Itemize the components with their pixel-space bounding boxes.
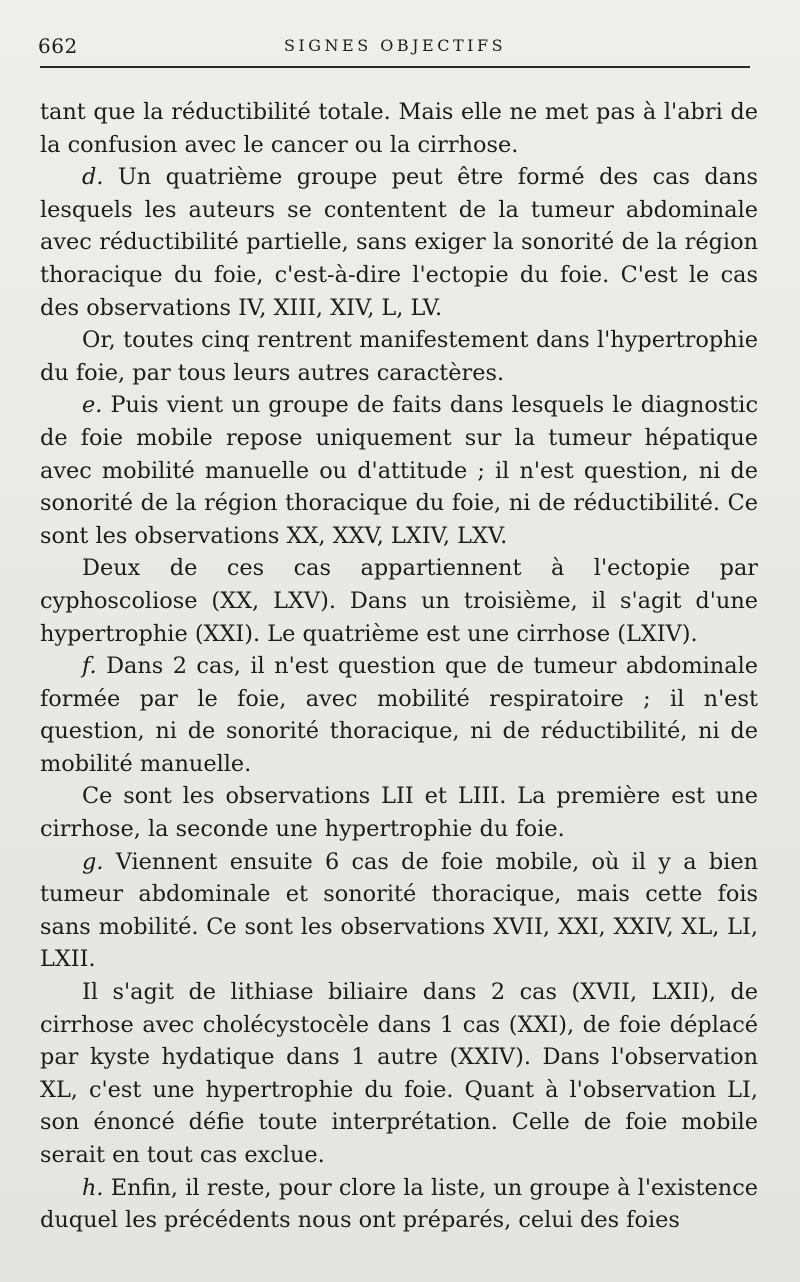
paragraph-1-text: tant que la réductibilité totale. Mais elle ne met pas à l'abri de la confusion avec le cancer ou la cirrhose.: [40, 99, 758, 158]
header-rule: [40, 66, 750, 68]
paragraph-3: [40, 324, 758, 389]
paragraph-9-text: Il s'agit de lithiase biliaire dans 2 cas (XVII, LXII), de cirrhose avec cholécystocèle dans 1 cas (XXI), de foie déplacé par kyste hydatique dans 1 autre (XXIV). Dans l'observation XL, c'est une hypertrophie du foie. Quant à l'observation LI, son énoncé défie toute interprétation. Celle de foie mobile serait en tout cas exclue.: [40, 979, 758, 1168]
paragraph-2-marker: d.: [82, 164, 104, 191]
paragraph-9: [40, 976, 758, 1172]
paragraph-8: [40, 846, 758, 976]
paragraph-10-text: Enfin, il reste, pour clore la liste, un groupe à l'existence duquel les précédents nous ont préparés, celui des foies: [40, 1174, 758, 1234]
paragraph-8-text: Viennent ensuite 6 cas de foie mobile, où il y a bien tumeur abdominale et sonorité thoracique, mais cette fois sans mobilité. Ce sont les observations XVII, XXI, XXIV, XL, LI, LXII.: [40, 848, 758, 973]
paragraph-2: [40, 161, 758, 324]
page-header: [38, 28, 752, 62]
body-text: [40, 96, 758, 1237]
paragraph-4-marker: e.: [82, 392, 103, 419]
paragraph-6-marker: f.: [82, 653, 97, 680]
paragraph-7-text: Ce sont les observations LII et LIII. La première est une cirrhose, la seconde une hypertrophie du foie.: [40, 783, 758, 843]
paragraph-10: [40, 1172, 758, 1237]
paragraph-7: [40, 780, 758, 845]
paragraph-6: [40, 650, 758, 780]
paragraph-6-text: Dans 2 cas, il n'est question que de tumeur abdominale formée par le foie, avec mobilité respiratoire ; il n'est question, ni de sonorité thoracique, ni de réductibilité, ni de mobilité manuelle.: [40, 653, 758, 777]
running-title: SIGNES OBJECTIFS: [283, 36, 507, 55]
paragraph-5-text: Deux de ces cas appartiennent à l'ectopie par cyphoscoliose (XX, LXV). Dans un troisième, il s'agit d'une hypertrophie (XXI). Le quatrième est une cirrhose (LXIV).: [40, 555, 758, 647]
page-number: 662: [38, 34, 78, 58]
paragraph-2-text: Un quatrième groupe peut être formé des cas dans lesquels les auteurs se contentent de la tumeur abdominale avec réductibilité partielle, sans exiger la sonorité de la région thoracique du foie, c'est-à-dire l'ectopie du foie. C'est le cas des observations IV, XIII, XIV, L, LV.: [40, 164, 758, 321]
paragraph-10-marker: h.: [82, 1174, 104, 1201]
paragraph-4: [40, 389, 758, 552]
paragraph-4-text: Puis vient un groupe de faits dans lesquels le diagnostic de foie mobile repose uniquement sur la tumeur hépatique avec mobilité manuelle ou d'attitude ; il n'est question, ni de sonorité de la région thoracique du foie, ni de réductibilité. Ce sont les observations XX, XXV, LXIV, LXV.: [40, 392, 758, 549]
paragraph-1: [40, 96, 758, 161]
paragraph-3-text: Or, toutes cinq rentrent manifestement dans l'hypertrophie du foie, par tous leurs autres caractères.: [40, 327, 758, 386]
paragraph-8-marker: g.: [82, 848, 104, 875]
paragraph-5: [40, 552, 758, 650]
